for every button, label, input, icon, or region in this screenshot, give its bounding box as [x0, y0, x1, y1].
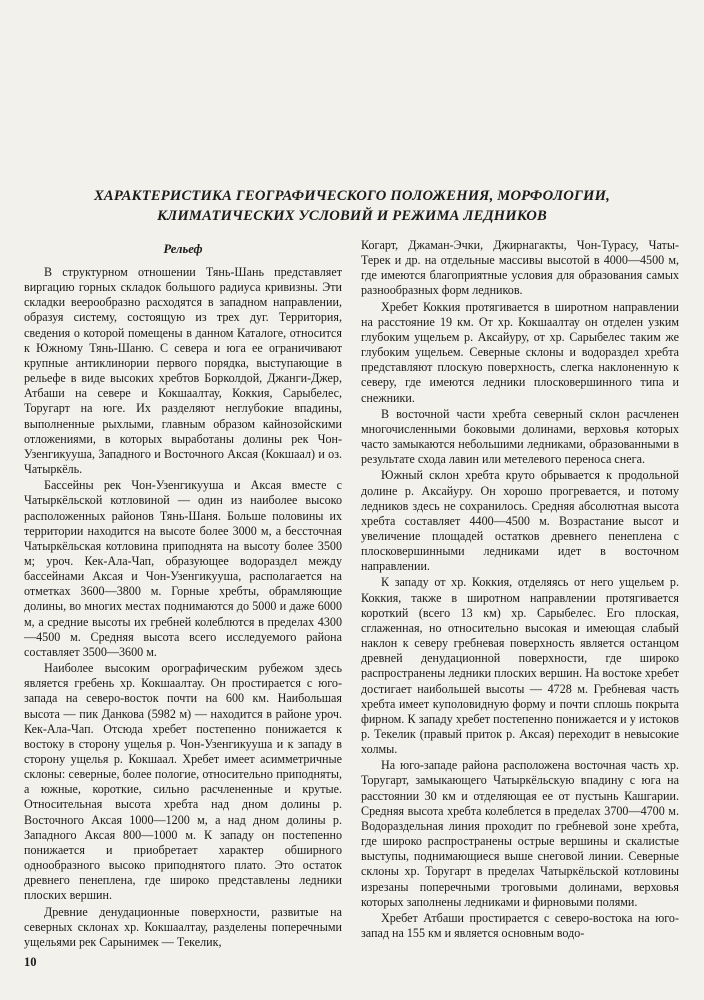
subheading-relief: Рельеф — [163, 242, 203, 256]
paragraph: Хребет Коккия протягивается в широтном направлении на расстояние 19 км. От хр. Кокшаалтау он отделен узким глубоким ущельем р. Аксайуру, от хр. Сарыбелес таким же глубоким ущельем. Северные склоны и водораздел хребта представляют плоскую поверхность, слегка наклоненную к северу, где имеются ледники плосковершинного типа и снежники. — [361, 299, 679, 405]
paragraph: На юго-западе района расположена восточная часть хр. Торугарт, замыкающего Чатыркёльскую впадину с юга на расстоянии 30 км и отделяющая ее от пустынь Кашгарии. Средняя высота хребта колеблется в пределах 3700—4700 м. Водораздельная линия проходит по гребневой зоне хребта, где широко распространены острые вершины и скалистые выступы, поднимающиеся выше снеговой линии. Северные склоны хр. Торугарт в пределах Чатыркёльской котловины изрезаны поперечными троговыми долинами, верховья которых заполнены ледниками и фирновыми полями. — [361, 758, 679, 909]
section-heading — [60, 186, 644, 226]
paragraph: Южный склон хребта круто обрывается к продольной долине р. Аксайуру. Он хорошо прогревается, и потому ледников здесь не сохранилось. Средняя абсолютная высота хребта составляет 4400—4500 м. Возрастание высот и увеличение площадей остатков древнего пенеплена с плосковершинными ледниками идет в восточном направлении. — [361, 468, 679, 574]
paragraph: Древние денудационные поверхности, развитые на северных склонах хр. Кокшаалтау, разделены поперечными ущельями рек Сарынимек — Текелик, — [24, 904, 342, 949]
section-heading-line-1: ХАРАКТЕРИСТИКА ГЕОГРАФИЧЕСКОГО ПОЛОЖЕНИЯ, МОРФОЛОГИИ, — [94, 188, 610, 204]
paragraph: В восточной части хребта северный склон расчленен многочисленными боковыми долинами, верховья которых часто замыкаются небольшими ледниками, образованными в результате схода лавин или метелевого переноса снега. — [361, 406, 679, 467]
paragraph: Хребет Атбаши простирается с северо-востока на юго-запад на 155 км и является основным водо- — [361, 910, 679, 941]
right-column — [361, 238, 679, 942]
section-heading-line-2: КЛИМАТИЧЕСКИХ УСЛОВИЙ И РЕЖИМА ЛЕДНИКОВ — [157, 208, 547, 224]
paragraph: Бассейны рек Чон-Узенгикууша и Аксая вместе с Чатыркёльской котловиной — один из наиболее высоко расположенных районов Тянь-Шаня. Больше половины их территории находится на высоте более 3000 м, а бессточная Чатыркёльская котловина приподнята на высоту более 3500 м; уроч. Кек-Ала-Чап, образующее водораздел между бассейнами Аксая и Чон-Узенгикууша, располагается на отметках 3600—3800 м. Горные хребты, обрамляющие долины, во многих местах поднимаются до 5000 и даже 6000 м, а средние высоты их гребней колеблются в пределах 4300—4500 м. Средняя высота всего исследуемого района составляет 3500—3600 м. — [24, 478, 342, 659]
left-column — [24, 238, 342, 951]
paragraph-continued: Когарт, Джаман-Эчки, Джирнагакты, Чон-Турасу, Чаты-Терек и др. на отдельные массивы высотой в 4000—4500 м, где имеются благоприятные условия для образования самых разнообразных форм ледников. — [361, 238, 679, 298]
paragraph: В структурном отношении Тянь-Шань представляет виргацию горных складок большого радиуса кривизны. Эти складки веерообразно расходятся в западном направлении, образуя систему, состоящую из трех дуг. Территория, сведения о которой помещены в данном Каталоге, относится к Южному Тянь-Шаню. С севера и юга ее ограничивают крупные антиклинории первого порядка, выступающие в рельефе в виде высоких хребтов Борколдой, Джанги-Джер, Атбаши на севере и Кокшаалтау, Коккия, Сарыбелес, Торугарт на юге. Их разделяют неглубокие впадины, выполненные рыхлыми, главным образом кайнозойскими отложениями, в которых выработаны долины рек Чон-Узенгикууша, Западного и Восточного Аксая (Кокшаал) и оз. Чатыркёль. — [24, 265, 342, 477]
paragraph: Наиболее высоким орографическим рубежом здесь является гребень хр. Кокшаалтау. Он простирается с юго-запада на северо-восток почти на 600 км. Наибольшая высота — пик Данкова (5982 м) — находится в районе уроч. Кек-Ала-Чап. Отсюда хребет постепенно понижается к востоку в сторону ущелья р. Чон-Узенгикууша и к западу в сторону ущелья р. Кокшаал. Хребет имеет асимметричные склоны: северные, более пологие, относительно приподняты, а южные, короткие, сильно расчлененные и крутые. Относительная высота хребта над дном долины р. Восточного Аксая 1000—1200 м, а над дном долины р. Западного Аксая 800—1000 м. К западу он постепенно понижается и приобретает характер обширного однообразного высоко приподнятого плато. Это остаток древнего пенеплена, где широко представлены ледники плоских вершин. — [24, 661, 342, 903]
paragraph: К западу от хр. Коккия, отделяясь от него ущельем р. Коккия, также в широтном направлении протягивается короткий (всего 13 км) хр. Сарыбелес. Его плоская, сглаженная, но относительно высокая и имеющая слабый наклон к северу гребневая поверхность является останцом древней денудационной поверхности, где широко распространены ледники плоских вершин. На востоке хребет достигает наибольшей высоты — 4728 м. Гребневая часть хребта имеет куполовидную форму и почти сплошь покрыта фирном. К западу хребет постепенно понижается и у истоков р. Текелик (правый приток р. Аксая) переходит в невысокие холмы. — [361, 575, 679, 757]
page-number: 10 — [24, 955, 37, 969]
